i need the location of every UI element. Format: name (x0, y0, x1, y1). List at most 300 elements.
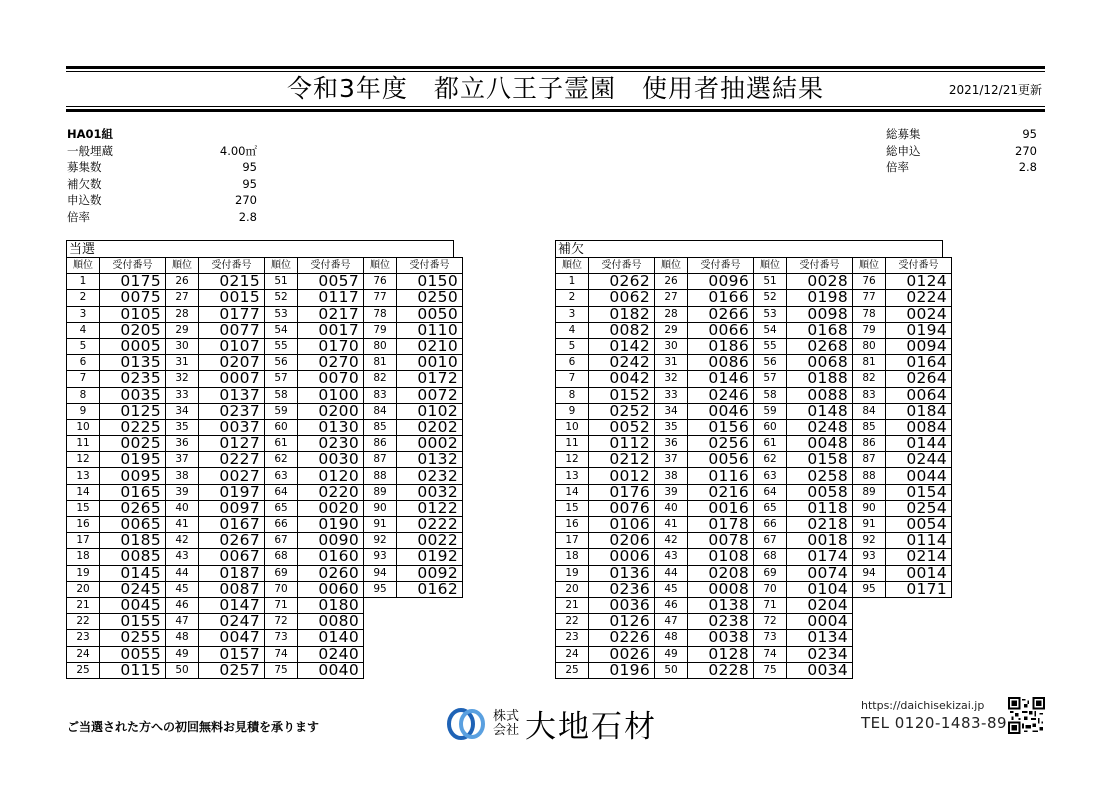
empty-cell (886, 630, 952, 646)
number-cell: 0104 (787, 581, 853, 597)
table-row (67, 290, 463, 306)
company-url[interactable]: https://daichisekizai.jp (861, 699, 985, 712)
number-cell: 0245 (100, 581, 166, 597)
number-cell: 0171 (886, 581, 952, 597)
number-cell: 0268 (787, 338, 853, 354)
number-cell: 0092 (397, 565, 463, 581)
rank-cell: 35 (655, 419, 688, 435)
rank-cell: 3 (67, 306, 100, 322)
rank-cell: 8 (556, 387, 589, 403)
rank-cell: 58 (754, 387, 787, 403)
column-header-rank: 順位 (556, 258, 589, 274)
empty-cell (364, 597, 397, 613)
number-cell: 0035 (100, 387, 166, 403)
number-cell: 0187 (199, 565, 265, 581)
rank-cell: 82 (364, 371, 397, 387)
page-title: 令和3年度 都立八王子霊園 使用者抽選結果 (287, 74, 824, 103)
totals-value: 2.8 (1018, 160, 1037, 175)
rank-cell: 87 (853, 452, 886, 468)
table-row (67, 419, 463, 435)
number-cell: 0248 (787, 419, 853, 435)
rank-cell: 67 (754, 533, 787, 549)
table-row (67, 371, 463, 387)
number-cell: 0046 (688, 403, 754, 419)
rank-cell: 23 (67, 630, 100, 646)
rank-cell: 40 (166, 500, 199, 516)
number-cell: 0054 (886, 517, 952, 533)
group-info-row (67, 209, 257, 226)
table-row (556, 338, 952, 354)
company-prefix: 株式会社 (493, 708, 520, 738)
table-row (556, 662, 952, 678)
rank-cell: 78 (364, 306, 397, 322)
totals-label: 総申込 (886, 143, 921, 158)
table-row (67, 581, 463, 597)
table-row (67, 630, 463, 646)
rank-cell: 85 (364, 419, 397, 435)
rank-cell: 41 (166, 517, 199, 533)
number-cell: 0167 (199, 517, 265, 533)
rank-cell: 22 (67, 614, 100, 630)
number-cell: 0108 (688, 549, 754, 565)
rank-cell: 70 (265, 581, 298, 597)
substitutes-table-section (555, 240, 952, 679)
number-cell: 0210 (397, 338, 463, 354)
empty-cell (853, 646, 886, 662)
qr-code-icon (1008, 697, 1045, 734)
number-cell: 0100 (298, 387, 364, 403)
rank-cell: 37 (655, 452, 688, 468)
number-cell: 0128 (688, 646, 754, 662)
table-row (67, 338, 463, 354)
rank-cell: 55 (265, 338, 298, 354)
table-row (67, 484, 463, 500)
column-header-rank: 順位 (655, 258, 688, 274)
table-row (556, 565, 952, 581)
rank-cell: 2 (556, 290, 589, 306)
empty-cell (886, 597, 952, 613)
wave-logo-icon (447, 707, 487, 741)
number-cell: 0007 (199, 371, 265, 387)
rank-cell: 48 (166, 630, 199, 646)
rank-cell: 24 (67, 646, 100, 662)
rank-cell: 18 (556, 549, 589, 565)
number-cell: 0152 (589, 387, 655, 403)
number-cell: 0048 (787, 436, 853, 452)
rank-cell: 10 (556, 419, 589, 435)
number-cell: 0195 (100, 452, 166, 468)
rank-cell: 9 (67, 403, 100, 419)
number-cell: 0042 (589, 371, 655, 387)
rank-cell: 45 (655, 581, 688, 597)
number-cell: 0135 (100, 355, 166, 371)
number-cell: 0188 (787, 371, 853, 387)
number-cell: 0150 (397, 274, 463, 290)
number-cell: 0252 (589, 403, 655, 419)
table-row (556, 274, 952, 290)
rank-cell: 60 (265, 419, 298, 435)
rank-cell: 61 (754, 436, 787, 452)
number-cell: 0148 (787, 403, 853, 419)
number-cell: 0212 (589, 452, 655, 468)
column-header-rank: 順位 (265, 258, 298, 274)
rank-cell: 20 (556, 581, 589, 597)
number-cell: 0154 (886, 484, 952, 500)
rank-cell: 50 (655, 662, 688, 678)
rank-cell: 11 (556, 436, 589, 452)
rank-cell: 38 (655, 468, 688, 484)
number-cell: 0160 (298, 549, 364, 565)
number-cell: 0242 (589, 355, 655, 371)
number-cell: 0165 (100, 484, 166, 500)
rank-cell: 20 (67, 581, 100, 597)
number-cell: 0026 (589, 646, 655, 662)
totals-row (886, 126, 1037, 143)
rank-cell: 29 (655, 322, 688, 338)
number-cell: 0030 (298, 452, 364, 468)
table-row (556, 306, 952, 322)
group-info-value: 4.00㎡ (219, 143, 257, 158)
table-row (556, 646, 952, 662)
number-cell: 0102 (397, 403, 463, 419)
rank-cell: 37 (166, 452, 199, 468)
totals-info (886, 126, 1037, 176)
number-cell: 0170 (298, 338, 364, 354)
rank-cell: 32 (166, 371, 199, 387)
rank-cell: 30 (166, 338, 199, 354)
title-rule-thick (66, 109, 1045, 112)
table-row (67, 274, 463, 290)
rank-cell: 28 (166, 306, 199, 322)
number-cell: 0056 (688, 452, 754, 468)
number-cell: 0045 (100, 597, 166, 613)
number-cell: 0018 (787, 533, 853, 549)
table-row (556, 597, 952, 613)
number-cell: 0266 (688, 306, 754, 322)
footer-note: ご当選された方への初回無料お見積を承ります (67, 720, 320, 734)
column-header-number: 受付番号 (199, 258, 265, 274)
rank-cell: 75 (754, 662, 787, 678)
rank-cell: 49 (166, 646, 199, 662)
number-cell: 0255 (100, 630, 166, 646)
company-logo (447, 701, 657, 746)
rank-cell: 10 (67, 419, 100, 435)
rank-cell: 50 (166, 662, 199, 678)
rank-cell: 15 (67, 500, 100, 516)
number-cell: 0127 (199, 436, 265, 452)
number-cell: 0207 (199, 355, 265, 371)
rank-cell: 83 (364, 387, 397, 403)
table-row (556, 484, 952, 500)
number-cell: 0174 (787, 549, 853, 565)
number-cell: 0120 (298, 468, 364, 484)
number-cell: 0202 (397, 419, 463, 435)
rank-cell: 79 (853, 322, 886, 338)
number-cell: 0036 (589, 597, 655, 613)
rank-cell: 74 (754, 646, 787, 662)
table-row (67, 500, 463, 516)
rank-cell: 81 (853, 355, 886, 371)
empty-cell (397, 662, 463, 678)
number-cell: 0116 (688, 468, 754, 484)
number-cell: 0028 (787, 274, 853, 290)
empty-cell (397, 614, 463, 630)
number-cell: 0062 (589, 290, 655, 306)
rank-cell: 15 (556, 500, 589, 516)
table-row (67, 468, 463, 484)
rank-cell: 64 (265, 484, 298, 500)
rank-cell: 7 (556, 371, 589, 387)
number-cell: 0155 (100, 614, 166, 630)
number-cell: 0254 (886, 500, 952, 516)
empty-cell (364, 662, 397, 678)
number-cell: 0110 (397, 322, 463, 338)
table-row (67, 549, 463, 565)
rank-cell: 5 (556, 338, 589, 354)
rank-cell: 25 (556, 662, 589, 678)
rank-cell: 12 (67, 452, 100, 468)
number-cell: 0218 (787, 517, 853, 533)
rank-cell: 52 (265, 290, 298, 306)
rank-cell: 55 (754, 338, 787, 354)
number-cell: 0010 (397, 355, 463, 371)
number-cell: 0078 (688, 533, 754, 549)
rank-cell: 70 (754, 581, 787, 597)
table-row (67, 452, 463, 468)
number-cell: 0137 (199, 387, 265, 403)
number-cell: 0147 (199, 597, 265, 613)
number-cell: 0256 (688, 436, 754, 452)
rank-cell: 38 (166, 468, 199, 484)
rank-cell: 14 (556, 484, 589, 500)
number-cell: 0077 (199, 322, 265, 338)
rank-cell: 73 (265, 630, 298, 646)
table-row (67, 533, 463, 549)
rank-cell: 21 (67, 597, 100, 613)
totals-row (886, 143, 1037, 160)
number-cell: 0196 (589, 662, 655, 678)
rank-cell: 49 (655, 646, 688, 662)
rank-cell: 34 (166, 403, 199, 419)
rank-cell: 51 (754, 274, 787, 290)
column-header-number: 受付番号 (688, 258, 754, 274)
rank-cell: 46 (655, 597, 688, 613)
rank-cell: 2 (67, 290, 100, 306)
rank-cell: 34 (655, 403, 688, 419)
number-cell: 0232 (397, 468, 463, 484)
rank-cell: 59 (754, 403, 787, 419)
number-cell: 0040 (298, 662, 364, 678)
number-cell: 0047 (199, 630, 265, 646)
table-row (67, 614, 463, 630)
rank-cell: 1 (556, 274, 589, 290)
rank-cell: 27 (655, 290, 688, 306)
number-cell: 0122 (397, 500, 463, 516)
number-cell: 0134 (787, 630, 853, 646)
rank-cell: 48 (655, 630, 688, 646)
table-row (67, 436, 463, 452)
rank-cell: 66 (754, 517, 787, 533)
rank-cell: 53 (265, 306, 298, 322)
number-cell: 0105 (100, 306, 166, 322)
number-cell: 0237 (199, 403, 265, 419)
rank-cell: 93 (364, 549, 397, 565)
number-cell: 0066 (688, 322, 754, 338)
number-cell: 0082 (589, 322, 655, 338)
number-cell: 0125 (100, 403, 166, 419)
table-row (556, 581, 952, 597)
group-info-label: 申込数 (67, 193, 102, 208)
totals-label: 倍率 (886, 160, 909, 175)
number-cell: 0236 (589, 581, 655, 597)
rank-cell: 33 (655, 387, 688, 403)
number-cell: 0027 (199, 468, 265, 484)
empty-cell (886, 662, 952, 678)
rank-cell: 91 (853, 517, 886, 533)
number-cell: 0075 (100, 290, 166, 306)
number-cell: 0050 (397, 306, 463, 322)
number-cell: 0204 (787, 597, 853, 613)
rank-cell: 65 (754, 500, 787, 516)
company-name: 大地石材 (525, 709, 657, 745)
rank-cell: 90 (364, 500, 397, 516)
number-cell: 0228 (688, 662, 754, 678)
rank-cell: 80 (853, 338, 886, 354)
empty-cell (853, 614, 886, 630)
number-cell: 0224 (886, 290, 952, 306)
group-info-value: 2.8 (238, 209, 257, 224)
number-cell: 0114 (886, 533, 952, 549)
table-row (556, 614, 952, 630)
totals-value: 95 (1022, 127, 1037, 141)
rank-cell: 83 (853, 387, 886, 403)
table-row (556, 549, 952, 565)
number-cell: 0106 (589, 517, 655, 533)
number-cell: 0074 (787, 565, 853, 581)
number-cell: 0164 (886, 355, 952, 371)
number-cell: 0145 (100, 565, 166, 581)
rank-cell: 88 (853, 468, 886, 484)
number-cell: 0016 (688, 500, 754, 516)
rank-cell: 3 (556, 306, 589, 322)
rank-cell: 57 (265, 371, 298, 387)
number-cell: 0118 (787, 500, 853, 516)
rank-cell: 36 (166, 436, 199, 452)
rank-cell: 4 (67, 322, 100, 338)
table-row (67, 355, 463, 371)
rank-cell: 16 (67, 517, 100, 533)
empty-cell (364, 614, 397, 630)
table-row (556, 436, 952, 452)
number-cell: 0037 (199, 419, 265, 435)
rank-cell: 53 (754, 306, 787, 322)
rank-cell: 43 (166, 549, 199, 565)
number-cell: 0240 (298, 646, 364, 662)
empty-cell (853, 662, 886, 678)
rank-cell: 13 (67, 468, 100, 484)
table-row (556, 419, 952, 435)
number-cell: 0008 (688, 581, 754, 597)
table-row (556, 630, 952, 646)
number-cell: 0270 (298, 355, 364, 371)
rank-cell: 61 (265, 436, 298, 452)
number-cell: 0140 (298, 630, 364, 646)
number-cell: 0138 (688, 597, 754, 613)
number-cell: 0052 (589, 419, 655, 435)
group-info-row (67, 159, 257, 176)
number-cell: 0260 (298, 565, 364, 581)
rank-cell: 56 (265, 355, 298, 371)
column-header-rank: 順位 (166, 258, 199, 274)
rank-cell: 68 (754, 549, 787, 565)
rank-cell: 59 (265, 403, 298, 419)
column-header-rank: 順位 (67, 258, 100, 274)
group-info-row (67, 176, 257, 193)
number-cell: 0227 (199, 452, 265, 468)
rank-cell: 67 (265, 533, 298, 549)
table-row (556, 500, 952, 516)
winners-table-title: 当選 (66, 240, 454, 257)
rank-cell: 14 (67, 484, 100, 500)
substitutes-table-title: 補欠 (555, 240, 943, 257)
rank-cell: 40 (655, 500, 688, 516)
rank-cell: 41 (655, 517, 688, 533)
rank-cell: 66 (265, 517, 298, 533)
group-info (67, 126, 257, 226)
number-cell: 0044 (886, 468, 952, 484)
rank-cell: 77 (853, 290, 886, 306)
number-cell: 0017 (298, 322, 364, 338)
number-cell: 0192 (397, 549, 463, 565)
column-header-number: 受付番号 (397, 258, 463, 274)
rank-cell: 58 (265, 387, 298, 403)
number-cell: 0124 (886, 274, 952, 290)
rank-cell: 76 (364, 274, 397, 290)
number-cell: 0226 (589, 630, 655, 646)
number-cell: 0005 (100, 338, 166, 354)
rank-cell: 26 (655, 274, 688, 290)
totals-value: 270 (1015, 143, 1037, 158)
number-cell: 0142 (589, 338, 655, 354)
group-info-label: 募集数 (67, 160, 102, 175)
number-cell: 0175 (100, 274, 166, 290)
number-cell: 0065 (100, 517, 166, 533)
empty-cell (397, 630, 463, 646)
number-cell: 0098 (787, 306, 853, 322)
number-cell: 0057 (298, 274, 364, 290)
group-info-value: 270 (235, 193, 257, 208)
rank-cell: 1 (67, 274, 100, 290)
rank-cell: 86 (853, 436, 886, 452)
number-cell: 0024 (886, 306, 952, 322)
number-cell: 0214 (886, 549, 952, 565)
number-cell: 0176 (589, 484, 655, 500)
number-cell: 0168 (787, 322, 853, 338)
updated-date: 2021/12/21更新 (948, 83, 1042, 97)
number-cell: 0090 (298, 533, 364, 549)
number-cell: 0172 (397, 371, 463, 387)
table-row (556, 452, 952, 468)
number-cell: 0006 (589, 549, 655, 565)
rank-cell: 88 (364, 468, 397, 484)
rank-cell: 43 (655, 549, 688, 565)
number-cell: 0068 (787, 355, 853, 371)
rank-cell: 90 (853, 500, 886, 516)
number-cell: 0064 (886, 387, 952, 403)
number-cell: 0115 (100, 662, 166, 678)
table-row (67, 322, 463, 338)
number-cell: 0095 (100, 468, 166, 484)
